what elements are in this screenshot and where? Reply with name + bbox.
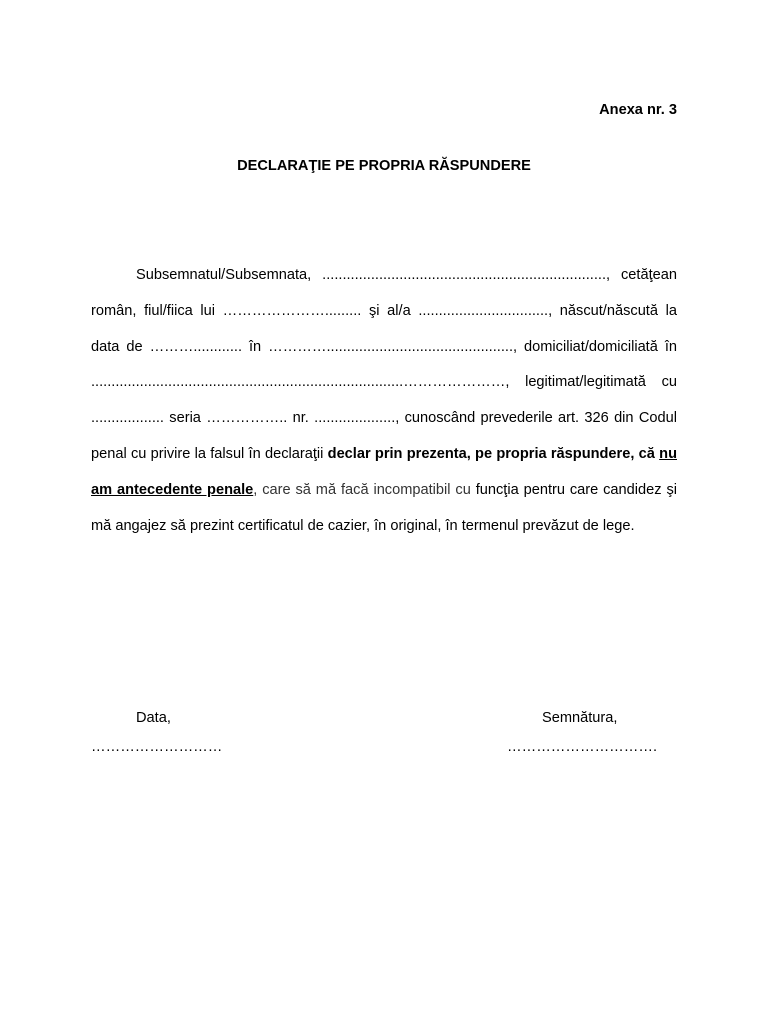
date-label: Data, bbox=[136, 710, 171, 726]
declaration-bold-statement: declar prin prezenta, pe propria răspundere, că bbox=[327, 445, 660, 462]
incompatibility-text: , care să mă facă incompatibil cu bbox=[253, 481, 476, 498]
declaration-text-start: Subsemnatul/Subsemnata, ......................................................................, cetăţean român, fiul/fiica lui …………………......... şi al/a ................................, născut/născută la data de ………............ în ………….............................................., domiciliat/domiciliată în .............................................................................…………………, legitimat/legitimată cu .................. seria …………….. nr. ...................., cunoscând prevederile art. 326 din Codul penal cu privire la falsul în declaraţii bbox=[91, 267, 677, 462]
date-field-dots: ……………………… bbox=[91, 739, 223, 755]
no-criminal-record-text: nu am antecedente penale bbox=[91, 445, 677, 498]
declaration-paragraph bbox=[91, 258, 677, 544]
annex-number: Anexa nr. 3 bbox=[599, 102, 677, 118]
signature-label: Semnătura, bbox=[542, 710, 618, 726]
declaration-text-end: funcţia pentru care candidez şi mă angajez să prezint certificatul de cazier, în original, în termenul prevăzut de lege. bbox=[91, 481, 677, 534]
signature-field-dots: …………………………. bbox=[507, 739, 657, 755]
document-title: DECLARAŢIE PE PROPRIA RĂSPUNDERE bbox=[237, 158, 531, 174]
